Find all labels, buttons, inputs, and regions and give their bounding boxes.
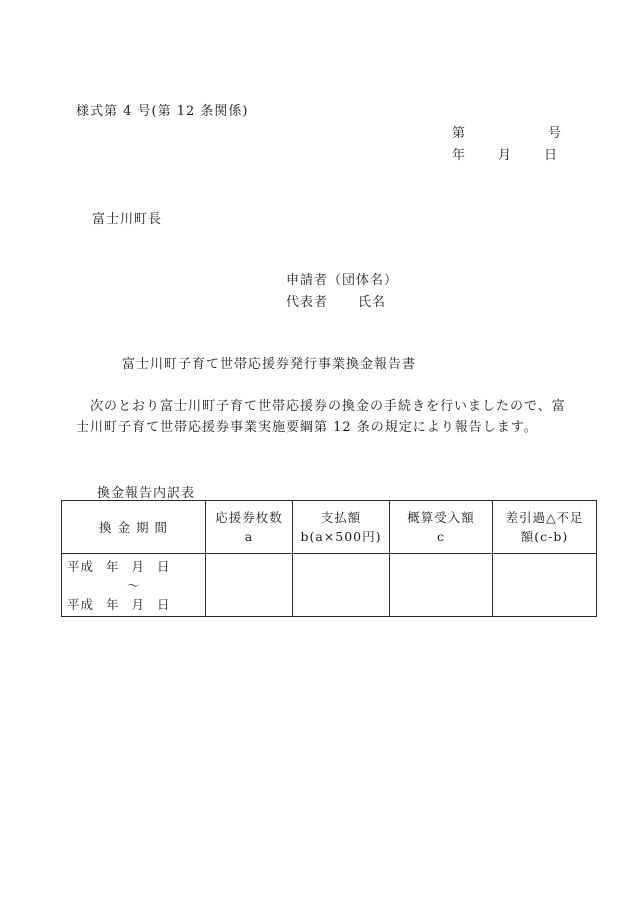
report-table bbox=[61, 500, 597, 617]
doc-number-dai: 第 bbox=[452, 126, 467, 141]
doc-number-go: 号 bbox=[548, 126, 563, 141]
period-start bbox=[67, 557, 205, 576]
header-period: 換 金 期 間 bbox=[62, 501, 206, 554]
header-diff-line1: 差引過△不足 bbox=[505, 510, 584, 525]
end-month: 月 bbox=[131, 596, 146, 612]
name-label: 氏名 bbox=[358, 295, 387, 310]
estimate-cell bbox=[390, 554, 493, 617]
start-month: 月 bbox=[131, 558, 146, 574]
date-day: 日 bbox=[544, 148, 559, 163]
representative-label: 代表者 bbox=[286, 295, 329, 310]
document-number bbox=[452, 122, 562, 141]
header-diff-line2: 額(c-b) bbox=[520, 529, 569, 544]
header-estimate-line1: 概算受入額 bbox=[407, 510, 475, 525]
table-header-row bbox=[62, 501, 597, 554]
start-year: 年 bbox=[106, 558, 120, 574]
form-number: 様式第 4 号(第 12 条関係) bbox=[76, 104, 249, 119]
header-count-line1: 応援券枚数 bbox=[215, 510, 283, 525]
era-start: 平成 bbox=[67, 558, 95, 574]
header-count bbox=[206, 501, 293, 554]
date-year: 年 bbox=[452, 148, 467, 163]
addressee: 富士川町長 bbox=[92, 212, 163, 227]
period-cell bbox=[62, 554, 206, 617]
end-year: 年 bbox=[106, 596, 120, 612]
period-tilde: ～ bbox=[127, 577, 141, 593]
applicant-label: 申請者（団体名） bbox=[286, 273, 399, 288]
header-estimate-line2: c bbox=[436, 529, 445, 544]
header-diff bbox=[493, 501, 597, 554]
document-date bbox=[452, 144, 558, 163]
header-count-line2: a bbox=[244, 529, 254, 544]
table-row bbox=[62, 554, 597, 617]
diff-cell bbox=[493, 554, 597, 617]
end-day: 日 bbox=[157, 596, 171, 612]
header-payment-line2: b(a×500円) bbox=[300, 529, 382, 544]
header-payment bbox=[293, 501, 390, 554]
date-month: 月 bbox=[498, 148, 513, 163]
table-caption: 換金報告内訳表 bbox=[97, 486, 196, 501]
count-cell bbox=[206, 554, 293, 617]
start-day: 日 bbox=[157, 558, 171, 574]
payment-cell bbox=[293, 554, 390, 617]
era-end: 平成 bbox=[67, 596, 95, 612]
representative-line bbox=[286, 291, 386, 310]
document-title: 富士川町子育て世帯応援券発行事業換金報告書 bbox=[122, 357, 417, 372]
period-end bbox=[67, 595, 205, 614]
header-estimate bbox=[390, 501, 493, 554]
body-text: 次のとおり富士川町子育て世帯応援券の換金の手続きを行いましたので、富士川町子育て世帯応援券事業実施要綱第 12 条の規定により報告します。 bbox=[76, 399, 566, 435]
header-payment-line1: 支払額 bbox=[320, 510, 362, 525]
